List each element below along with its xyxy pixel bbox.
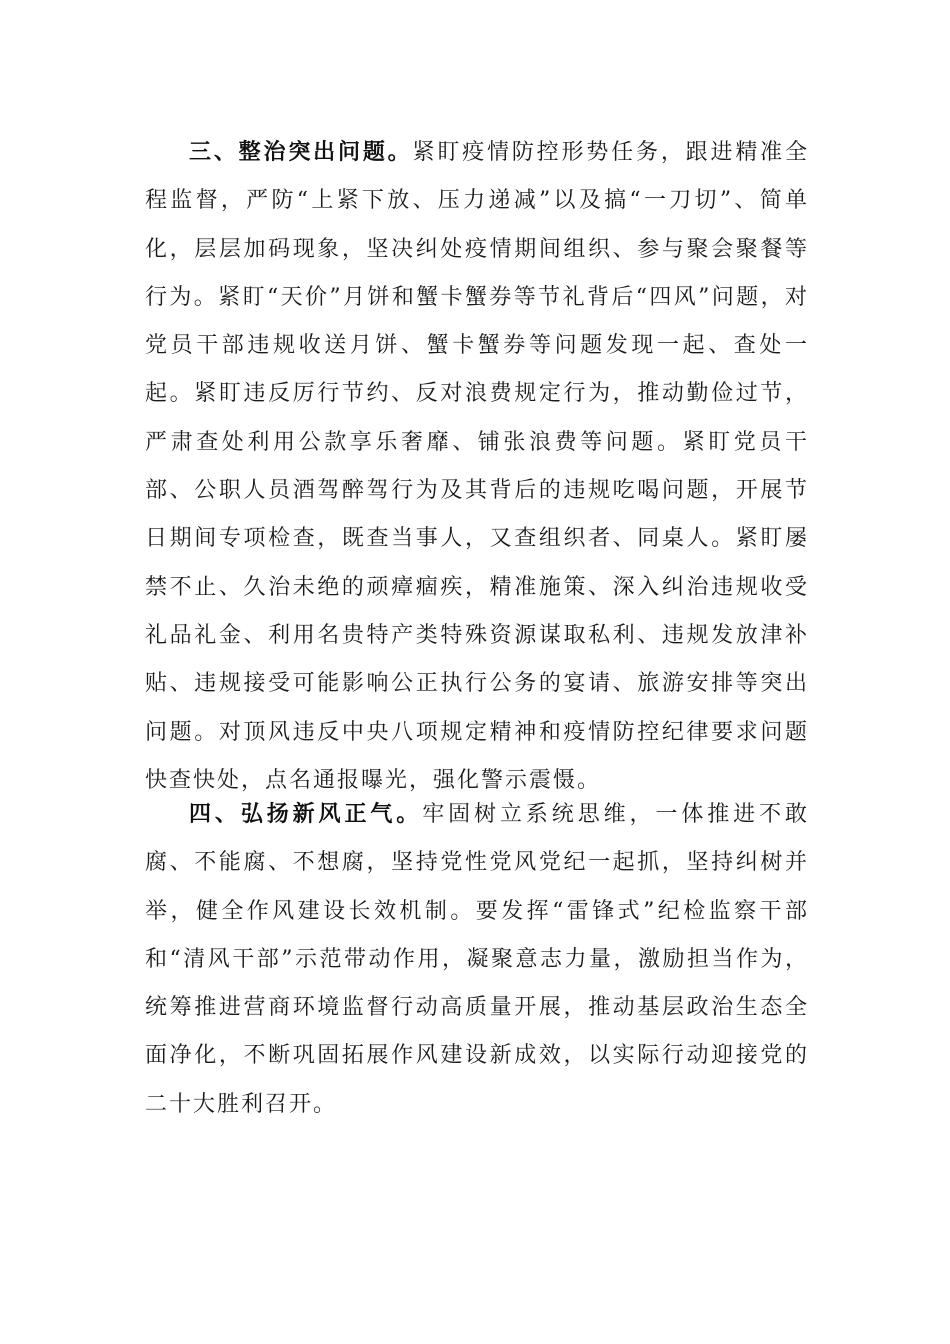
section-paragraph-3 xyxy=(145,128,809,805)
section-heading-4: 四、弘扬新风正气。 xyxy=(189,801,423,827)
section-body-3: 紧盯疫情防控形势任务，跟进精准全程监督，严防“上紧下放、压力递减”以及搞“一刀切”、简单化，层层加码现象，坚决纠处疫情期间组织、参与聚会聚餐等行为。紧盯“天价”月饼和蟹卡蟹券等节礼背后“四风”问题，对党员干部违规收送月饼、蟹卡蟹券等问题发现一起、查处一起。紧盯违反厉行节约、反对浪费规定行为，推动勤俭过节，严肃查处利用公款享乐奢靡、铺张浪费等问题。紧盯党员干部、公职人员酒驾醉驾行为及其背后的违规吃喝问题，开展节日期间专项检查，既查当事人，又查组织者、同桌人。紧盯屡禁不止、久治未绝的顽瘴痼疾，精准施策、深入纠治违规收受礼品礼金、利用名贵特产类特殊资源谋取私利、违规发放津补贴、违规接受可能影响公正执行公务的宴请、旅游安排等突出问题。对顶风违反中央八项规定精神和疫情防控纪律要求问题快查快处，点名通报曝光，强化警示震慑。 xyxy=(145,140,809,793)
section-heading-3: 三、整治突出问题。 xyxy=(189,139,413,165)
section-body-4: 牢固树立系统思维，一体推进不敢腐、不能腐、不想腐，坚持党性党风党纪一起抓，坚持纠树并举，健全作风建设长效机制。要发挥“雷锋式”纪检监察干部和“清风干部”示范带动作用，凝聚意志力量，激励担当作为，统筹推进营商环境监督行动高质量开展，推动基层政治生态全面净化，不断巩固拓展作风建设新成效，以实际行动迎接党的二十大胜利召开。 xyxy=(145,802,809,1117)
section-paragraph-4 xyxy=(145,790,809,1129)
